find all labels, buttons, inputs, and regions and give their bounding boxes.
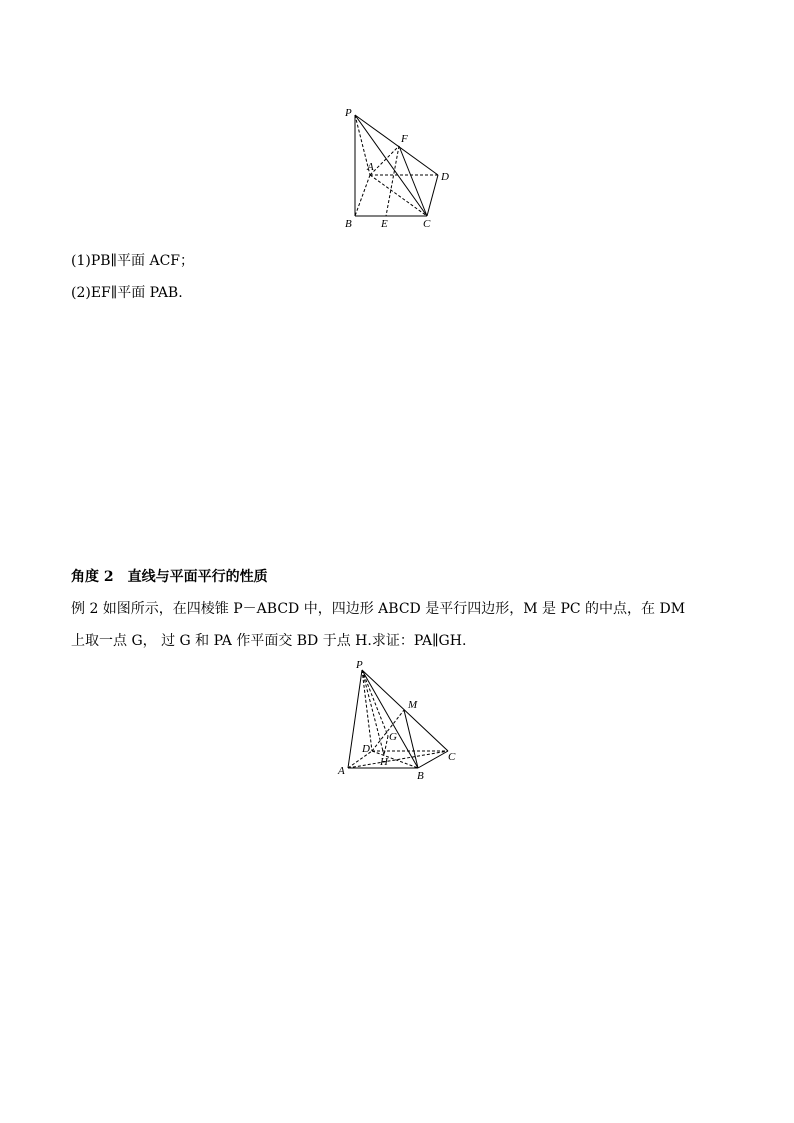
edge-DB (372, 751, 418, 768)
edge-AB (355, 175, 370, 216)
label-B: B (417, 770, 424, 782)
label-D: D (362, 743, 370, 755)
figure-2-svg (330, 658, 470, 783)
problem-1-part-1: (1)PB∥平面 ACF； (71, 253, 194, 269)
label-H: H (380, 756, 388, 768)
figure-1-svg (340, 103, 460, 233)
edge-PB (362, 670, 418, 768)
label-G: G (389, 731, 397, 743)
figure-2-pyramid (330, 658, 470, 783)
figure-1-pyramid (340, 103, 460, 233)
edge-MB (404, 710, 418, 768)
label-A: A (338, 765, 345, 777)
label-B: B (345, 218, 352, 230)
label-M: M (408, 699, 418, 711)
edge-GH (384, 736, 388, 755)
edge-PA (348, 670, 362, 768)
label-P: P (345, 107, 352, 119)
edge-PG (362, 670, 388, 736)
problem-1-part-2: (2)EF∥平面 PAB. (71, 285, 183, 301)
example-2-line-2: 上取一点 G， 过 G 和 PA 作平面交 BD 于点 H.求证：PA∥GH. (71, 633, 467, 649)
label-C: C (448, 751, 456, 763)
label-P: P (356, 659, 363, 671)
label-E: E (381, 218, 388, 230)
label-C: C (423, 218, 431, 230)
edge-CD (427, 175, 438, 216)
example-2-line-1: 例 2 如图所示，在四棱锥 P－ABCD 中，四边形 ABCD 是平行四边形，M 是 PC 的中点，在 DM (71, 601, 686, 617)
section-heading: 角度 2 直线与平面平行的性质 (71, 569, 268, 585)
label-D: D (441, 171, 449, 183)
edge-PC (355, 115, 427, 216)
label-F: F (401, 133, 408, 145)
edge-PC (362, 670, 448, 751)
label-A: A (367, 161, 374, 173)
edge-PD (362, 670, 372, 751)
